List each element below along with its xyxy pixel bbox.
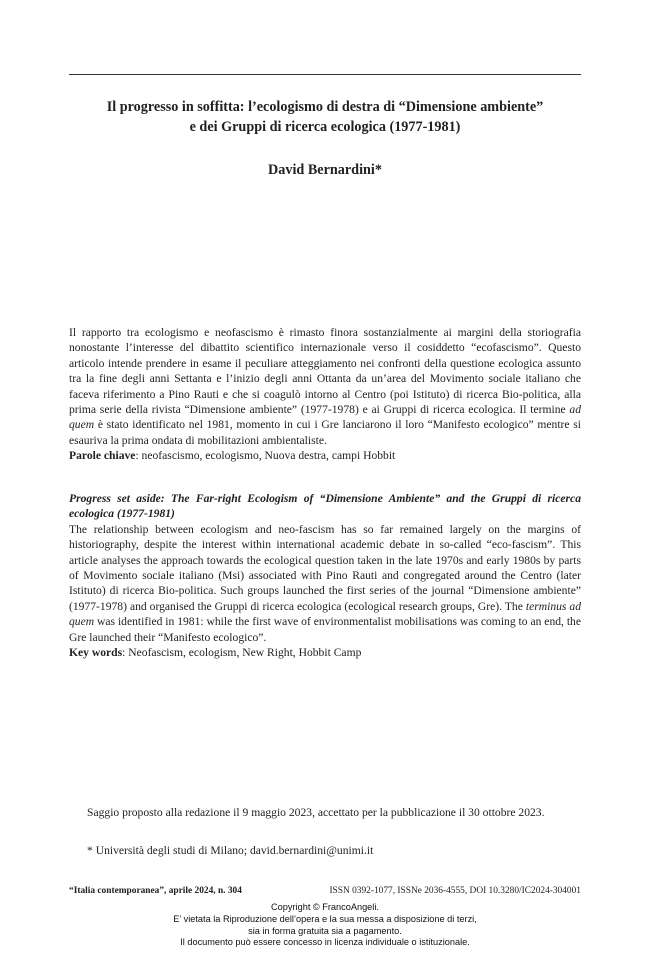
copyright-line-2: E’ vietata la Riproduzione dell’opera e la sua messa a disposizione di terzi, <box>173 913 477 924</box>
copyright-line-4: Il documento può essere concesso in licenza individuale o istituzionale. <box>180 937 470 948</box>
keywords-english-label: Key words <box>69 646 123 660</box>
keywords-italian-values: : neofascismo, ecologismo, Nuova destra, campi Hobbit <box>135 449 396 463</box>
copyright-line-1: Copyright © FrancoAngeli. <box>271 902 379 912</box>
abstract-english-text-a: The relationship between ecologism and neo-fascism has so far remained largely on the margins of historiography, despite the interest within international academic debate in so-called “eco-fascism”. This article analyses the approach towards the ecological question taken in the late 1970s and early 1980s by parts of Movimento sociale italiano (Msi) associated with Pino Rauti and congregated around the Centro (later Istituto) di ricerca Bio-politica. Such groups launched the first series of the journal “Dimensione ambiente” (1977-1978) and organised the Gruppi di ricerca ecologica (ecological research groups, Gre). The <box>69 522 581 613</box>
page-footer <box>69 885 581 897</box>
top-rule <box>69 74 581 75</box>
abstract-italian-text-a: Il rapporto tra ecologismo e neofascismo è rimasto finora sostanzialmente ai margini della storiografia nonostante l’interesse del dibattito scientifico internazionale verso il cosiddetto “ecofascismo”. Questo articolo intende prendere in esame il peculiare atteggiamento nei confronti della questione ecologica assunto tra la fine degli anni Settanta e l’inizio degli anni Ottanta da un’area del Movimento sociale italiano che faceva riferimento a Pino Rauti e che si coagulò intorno al Centro (poi Istituto) di ricerca Bio-politica, alla prima serie della rivista “Dimensione ambiente” (1977-1978) e ai Gruppi di ricerca ecologica. Il termine <box>69 326 581 417</box>
affiliation-note: * Università degli studi di Milano; david.bernardini@unimi.it <box>87 844 374 857</box>
abstract-english <box>69 491 581 660</box>
abstract-italian <box>69 325 581 464</box>
article-author: David Bernardini* <box>268 162 382 178</box>
journal-reference: “Italia contemporanea”, aprile 2024, n. 304 <box>69 886 242 896</box>
abstract-italian-text <box>69 325 581 448</box>
abstract-italian-text-b: è stato identificato nel 1981, momento in cui i Gre lanciarono il loro “Manifesto ecologico” mentre si esauriva la prima ondata di mobilitazioni ambientaliste. <box>69 418 581 447</box>
abstract-english-text-b: was identified in 1981: while the first wave of environmentalist mobilisations was coming to an end, the Gre launched their “Manifesto ecologico”. <box>69 615 581 644</box>
issn-doi: ISSN 0392-1077, ISSNe 2036-4555, DOI 10.3280/IC2024-304001 <box>329 886 581 896</box>
copyright-line-3: sia in forma gratuita sia a pagamento. <box>248 925 402 936</box>
copyright-notice <box>60 902 590 949</box>
keywords-english <box>69 645 581 660</box>
abstract-english-title: Progress set aside: The Far-right Ecologism of “Dimensione Ambiente” and the Gruppi di ricerca ecologica (1977-1981) <box>69 492 581 521</box>
abstract-italian-italic: ad quem <box>69 403 581 432</box>
keywords-italian <box>69 448 581 463</box>
abstract-english-text <box>69 522 581 645</box>
abstract-english-italic: terminus ad quem <box>69 599 581 629</box>
article-title <box>60 97 590 137</box>
article-title-line-1: Il progresso in soffitta: l’ecologismo di destra di “Dimensione ambiente” <box>106 99 544 115</box>
keywords-english-values: : Neofascism, ecologism, New Right, Hobbit Camp <box>122 646 362 660</box>
keywords-italian-label: Parole chiave <box>69 449 136 463</box>
article-title-line-2: e dei Gruppi di ricerca ecologica (1977-1981) <box>189 119 461 135</box>
submission-note: Saggio proposto alla redazione il 9 maggio 2023, accettato per la pubblicazione il 30 ottobre 2023. <box>87 806 545 819</box>
